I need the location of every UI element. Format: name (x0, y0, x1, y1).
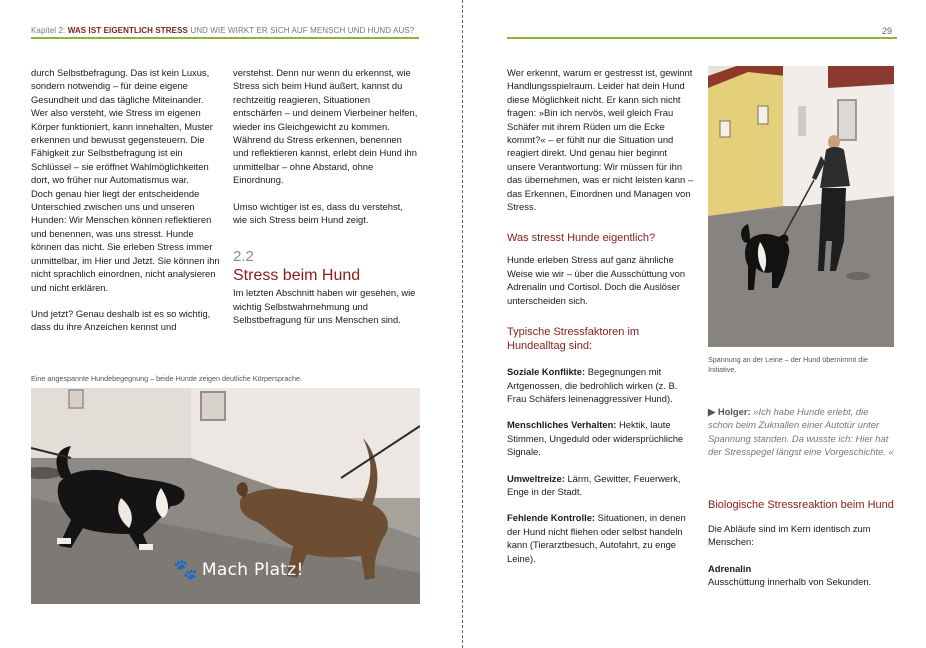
factor-text: Hektik, laute Stimmen, Ungeduld oder widersprüchliche Signale. (507, 419, 684, 458)
running-head-chapter: Kapitel 2: (31, 26, 66, 35)
paw-icon: 🐾 (173, 559, 198, 581)
page-fold (462, 0, 463, 648)
walk-photo-illustration (708, 66, 894, 347)
term-label: Adrenalin (708, 562, 752, 574)
photo-caption-left: Eine angespannte Hundebegegnung – beide Hunde zeigen deutliche Körpersprache. (31, 374, 302, 383)
right-column-2 (708, 498, 896, 589)
right-column-1 (507, 66, 695, 565)
running-head (31, 26, 414, 35)
dogs-confrontation-photo (31, 388, 420, 604)
factor-label: Menschliches Verhalten: (507, 419, 617, 431)
term-text: Ausschüttung innerhalb von Sekunden. (708, 576, 872, 588)
paragraph: Die Abläufe sind im Kern identisch zum Menschen: (708, 523, 871, 548)
heading-was-stresst: Was stresst Hunde eigentlich? (507, 232, 656, 245)
factor-label: Fehlende Kontrolle: (507, 512, 596, 524)
quote-marker: ▶ Holger: (708, 406, 751, 417)
photo-caption-right: Spannung an der Leine – der Hund übernimmt die Initiative. (708, 355, 868, 374)
left-page (0, 0, 462, 648)
section-intro: Im letzten Abschnitt haben wir gesehen, wie wichtig Selbstwahrnehmung und Selbstbefragung für uns Menschen sind. (233, 287, 416, 326)
running-head-rest: UND WIE WIRKT ER SICH AUF MENSCH UND HUND AUS? (190, 26, 415, 35)
paragraph: Umso wichtiger ist es, dass du verstehst, wie sich Stress beim Hund zeigt. (233, 200, 403, 226)
quote-text: »Ich habe Hunde erlebt, die schon beim Zuknallen einer Autotür unter Spannung standen. Da wusste ich: Hier hat der Stresspegel längst eine Vorgeschichte. « (708, 406, 894, 458)
paragraph: Doch genau hier liegt der entscheidende Unterschied zwischen uns und unseren Hunden: Wir Menschen können reflektieren und benennen, was uns stresst. Hunde können das nicht. Sie erleben Stress immer unmittelbar, im Hier und Jetzt. Sie können ihn nicht sprachlich einordnen, nicht analysieren und nicht erklären. (31, 187, 220, 293)
paragraph: Wer also versteht, wie Stress im eigenen Körper funktioniert, kann innehalten, Muster erkennen und bewusst gegensteuern. Die Fähigkeit zur Selbstbefragung ist ein Schlüssel – sie eröffnet Wahlmöglichkeiten dort, wo früher nur Automatismus war. (31, 107, 213, 186)
factor-item (507, 418, 695, 458)
paragraph: Hunde erleben Stress auf ganz ähnliche Weise wie wir – über die Ausschüttung von Adrenalin und Cortisol. Doch die Auslöser unterscheiden sich. (507, 254, 686, 306)
leash-walk-photo (708, 66, 894, 347)
page-number: 29 (881, 26, 892, 36)
heading-stressfaktoren: Typische Stressfaktoren im Hundealltag sind: (507, 326, 640, 353)
header-rule (31, 37, 419, 39)
factor-item (507, 365, 695, 405)
factor-label: Umweltreize: (507, 472, 565, 484)
section-title: Stress beim Hund (233, 267, 361, 285)
right-page (464, 0, 926, 648)
factor-text: Lärm, Gewitter, Feuerwerk, Enge in der Stadt. (507, 472, 681, 497)
factor-label: Soziale Konflikte: (507, 366, 586, 378)
overlay-text: Mach Platz! (201, 560, 304, 580)
factor-item (507, 511, 695, 565)
factor-item (507, 472, 695, 499)
paragraph: Wer erkennt, warum er gestresst ist, gewinnt Handlungsspielraum. Leider hat dein Hund diese Möglichkeit nicht. Er kann sich nicht fragen: »Bin ich nervös, weil gleich Frau Schäfer mit ihrem Rüden um die Ecke kommt?« – er fühlt nur die Situation und reagiert direkt. Und genau hier beginnt unsere Verantwortung: Wir müssen für ihn das übernehmen, was er nicht leisten kann – das Erkennen, Einordnen und Managen von Stress. (507, 67, 694, 213)
heading-biologische-stressreaktion: Biologische Stressreaktion beim Hund (708, 499, 894, 511)
paragraph: durch Selbstbefragung. Das ist kein Luxus, sondern notwendig – für deine eigene Gesundheit und das tägliche Miteinander. (31, 67, 210, 105)
section-number: 2.2 (233, 248, 254, 266)
photo-overlay (173, 560, 304, 580)
factor-text: Situationen, in denen der Hund nicht fliehen oder selbst handeln kann (Tierarztbesuch, Autofahrt, zu enge Leine). (507, 512, 686, 564)
header-rule (507, 37, 897, 39)
paragraph: Und jetzt? Genau deshalb ist es so wichtig, dass du ihre Anzeichen kennst und (31, 307, 211, 333)
holger-quote (708, 405, 896, 459)
running-head-emphasis: WAS IST EIGENTLICH STRESS (67, 26, 188, 35)
left-column-1 (31, 66, 221, 334)
paragraph: verstehst. Denn nur wenn du erkennst, wie Stress sich beim Hund äußert, kannst du rechtzeitig reagieren, Situationen entschärfen – und deinem Vierbeiner helfen, wieder ins Gleichgewicht zu kommen. Während du Stress erkennen, benennen und reflektieren kannst, erlebt dein Hund ihn unmittelbar – ohne Abstand, ohne Einordnung. (233, 67, 418, 186)
factor-text: Begegnungen mit Artgenossen, die bedrohlich wirken (z. B. Frau Schäfers leinenaggressiver Hund). (507, 366, 678, 404)
left-column-2 (233, 66, 419, 327)
